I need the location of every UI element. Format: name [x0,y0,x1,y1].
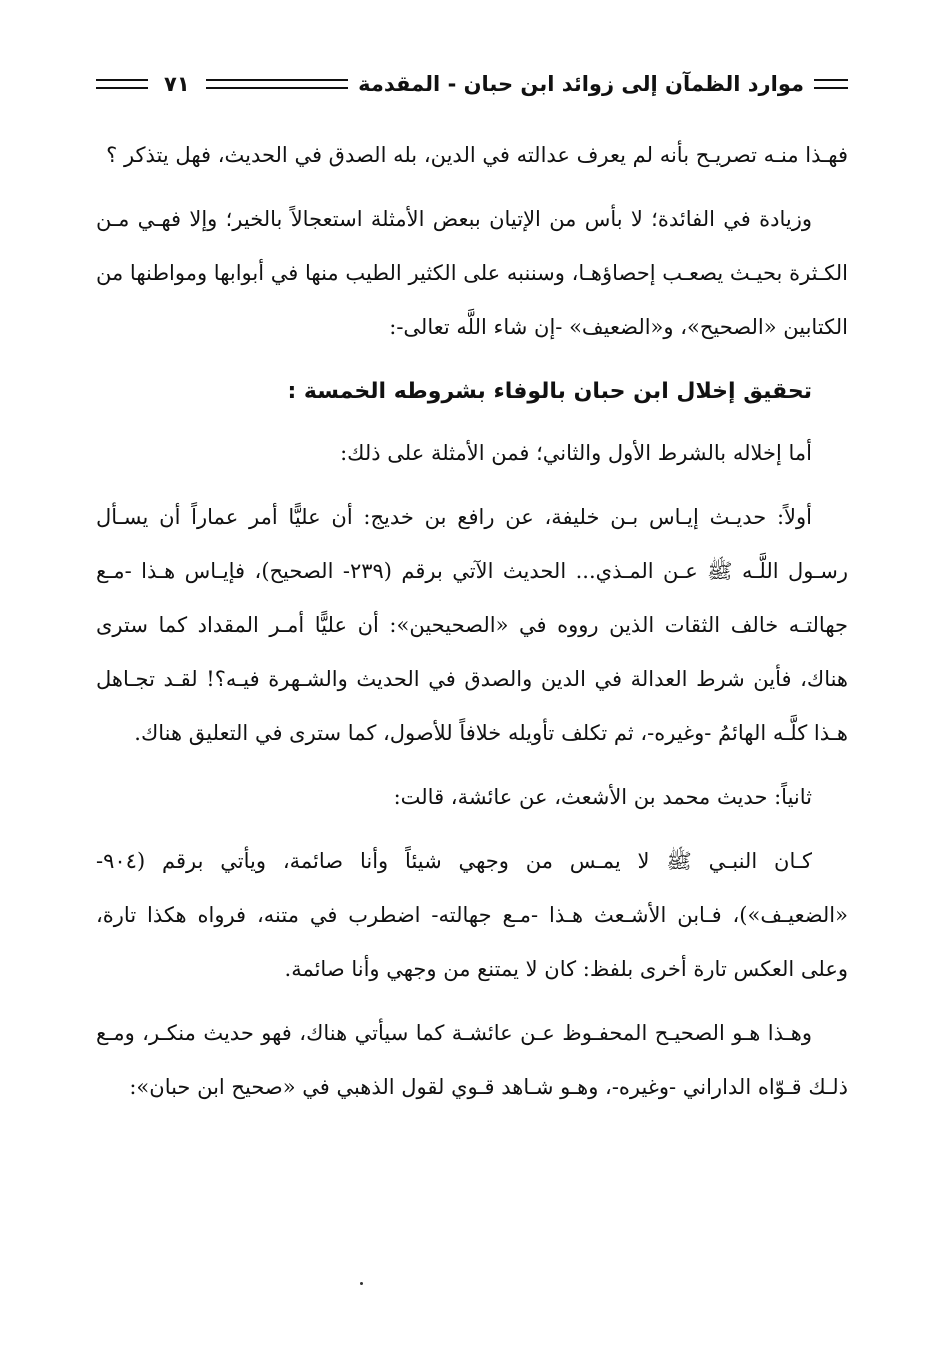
paragraph-6: كـان النبـي ﷺ لا يمـس من وجهي شيئاً وأنا صائمة، ويأتي برقم (٩٠٤- «الضعيـف»)، فـابن الأشـعث هـذا -مـع جهالته- اضطرب في متنه، فرواه هكذا تارة، وعلى العكس تارة أخرى بلفظ: كان لا يمتنع من وجهي وأنا صائمة. [96,849,848,981]
paragraph-5: ثانياً: حديث محمد بن الأشعث، عن عائشة، قالت: [393,785,812,809]
running-title: موارد الظمآن إلى زوائد ابن حبان - المقدمة [358,72,804,96]
page-body [96,128,848,1124]
paragraph-3: أما إخلاله بالشرط الأول والثاني؛ فمن الأمثلة على ذلك: [340,441,812,465]
page-header [96,64,848,104]
paragraph-1: فهـذا منـه تصريـح بأنه لم يعرف عدالته في الدين، بله الصدق في الحديث، فهل يتذكر ؟ [106,143,848,167]
header-rule-right [814,79,848,89]
header-rule-left [96,79,148,89]
paragraph-4: أولاً: حديـث إيـاس بـن خليفة، عن رافع بن خديج: أن عليًّا أمر عماراً أن يسـأل رسـول اللَّـه ﷺ عـن المـذي... الحديث الآتي برقم (٢٣٩- الصحيح)، فإيـاس هـذا -مـع جهالتـه خالف الثقات الذين رووه في «الصحيحين»: أن عليًّا أمـر المقداد كما سترى هناك، فأين شرط العدالة في الدين والصدق في الحديث والشـهرة فيـه؟! لقـد تجـاهل هـذا كلَّـه الهائمُ -وغيره-، ثم تكلف تأويله خلافاً للأصول، كما سترى في التعليق هناك. [96,505,848,745]
header-rule-middle [206,79,348,89]
paragraph-7: وهـذا هـو الصحيـح المحفـوظ عـن عائشـة كما سيأتي هناك، فهو حديث منكـر، ومـع ذلـك قـوّاه الداراني -وغيره-، وهـو شـاهد قـوي لقول الذهبي في «صحيح ابن حبان»: [96,1021,848,1099]
page-number: ٧١ [164,72,190,96]
scan-speck [360,1282,363,1285]
paragraph-2: وزيادة في الفائدة؛ لا بأس من الإتيان ببعض الأمثلة استعجالاً بالخير؛ وإلا فهـي مـن الكـثرة بحيـث يصعـب إحصاؤهـا، وسننبه على الكثير الطيب منها في أبوابها ومواطنها من الكتابين «الصحيح»، و«الضعيف» -إن شاء اللَّه تعالى-: [96,207,848,339]
section-heading: تحقيق إخلال ابن حبان بالوفاء بشروطه الخمسة : [287,379,812,404]
